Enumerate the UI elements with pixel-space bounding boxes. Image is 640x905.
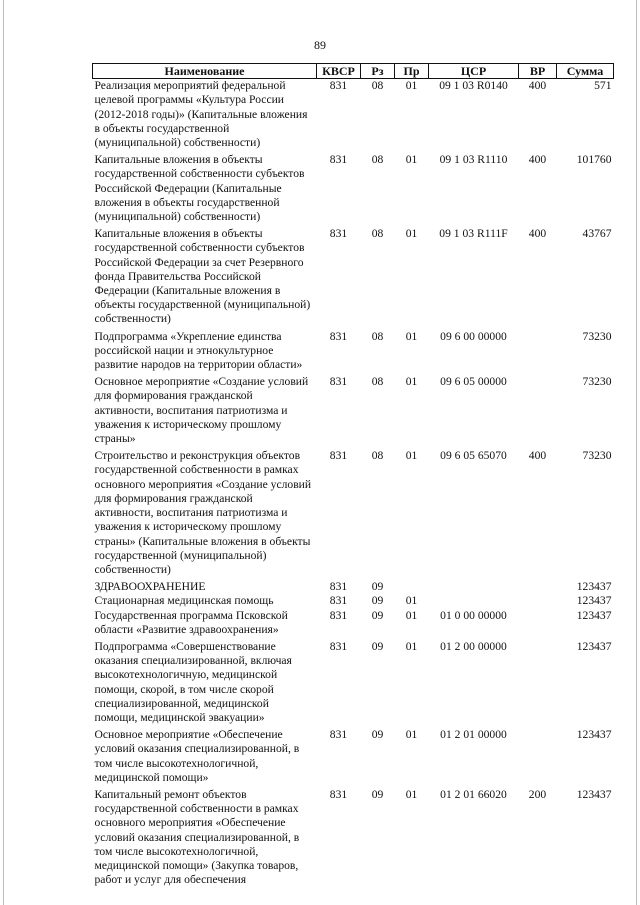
cell-pr: 01 [405, 227, 418, 241]
table-header [93, 64, 614, 79]
cell-csr [429, 594, 519, 608]
cell-pr: 01 [405, 329, 418, 343]
cell-rz: 08 [371, 449, 384, 463]
header-vr: ВР [519, 64, 557, 79]
cell-rz: 09 [371, 639, 384, 653]
cell-sum: 123437 [576, 728, 612, 742]
cell-sum: 73230 [582, 375, 612, 389]
cell-name: Основное мероприятие «Обеспечение условий оказания специализированной, в том числе высокотехнологичной, медицинской помощи» [94, 728, 300, 784]
cell-pr: 01 [405, 375, 418, 389]
cell-vr [519, 609, 557, 640]
cell-name: Основное мероприятие «Создание условий для формирования гражданской активности, воспитания патриотизма и уважения к историческому прошлому страны» [94, 375, 309, 446]
cell-pr: 01 [405, 449, 418, 463]
cell-vr [519, 330, 557, 376]
cell-csr: 01 2 01 00000 [440, 728, 507, 742]
cell-rz: 08 [371, 227, 384, 241]
cell-vr: 400 [528, 153, 547, 167]
cell-vr [519, 580, 557, 594]
header-sum: Сумма [557, 64, 614, 79]
cell-sum: 123437 [576, 594, 612, 608]
table-row [93, 375, 614, 449]
table-row [93, 227, 614, 329]
budget-table [92, 63, 614, 890]
cell-csr: 01 2 01 66020 [440, 787, 507, 801]
cell-kvsr: 831 [329, 329, 348, 343]
cell-kvsr: 831 [329, 594, 348, 608]
cell-vr: 400 [528, 449, 547, 463]
cell-rz: 09 [371, 580, 384, 594]
cell-vr [519, 594, 557, 608]
cell-csr: 01 0 00 00000 [440, 608, 507, 622]
cell-vr: 200 [528, 787, 547, 801]
cell-pr: 01 [405, 79, 418, 93]
table-row [93, 609, 614, 640]
cell-sum: 123437 [576, 639, 612, 653]
cell-kvsr: 831 [329, 79, 348, 93]
cell-sum: 73230 [582, 329, 612, 343]
cell-name: Капитальный ремонт объектов государственной собственности в рамках основного мероприятия «Обеспечение условий оказания специализированной, в том числе высокотехнологичной, медицинской помощи» (Закупка товаров, работ и услуг для обеспечения [94, 787, 300, 887]
cell-vr: 400 [528, 79, 547, 93]
cell-kvsr: 831 [329, 787, 348, 801]
header-csr: ЦСР [429, 64, 519, 79]
cell-vr [519, 375, 557, 449]
cell-name: Реализация мероприятий федеральной целевой программы «Культура России (2012-2018 годы)» (Капитальные вложения в объекты государственной (муниципальной) собственности) [94, 79, 308, 150]
cell-name: Подпрограмма «Совершенствование оказания специализированной, включая высокотехнологичную, медицинской помощи, скорой, в том числе скорой специализированной, медицинской помощи, медицинской эвакуации» [94, 639, 292, 724]
cell-name: Капитальные вложения в объекты государственной собственности субъектов Российской Федерации за счет Резервного фонда Правительства Российской Федерации (Капитальные вложения в объекты государственной (муниципальной) собственности) [94, 227, 311, 326]
cell-pr: 01 [405, 153, 418, 167]
table-row [93, 449, 614, 580]
cell-sum: 101760 [576, 153, 612, 167]
cell-name: ЗДРАВООХРАНЕНИЕ [94, 580, 206, 594]
cell-pr: 01 [405, 639, 418, 653]
cell-rz: 08 [371, 329, 384, 343]
cell-kvsr: 831 [329, 375, 348, 389]
cell-csr: 09 6 05 65070 [440, 449, 507, 463]
cell-sum: 571 [594, 79, 612, 93]
cell-csr: 09 1 03 R111F [439, 227, 508, 241]
cell-csr: 09 1 03 R1110 [439, 153, 508, 167]
cell-pr: 01 [405, 728, 418, 742]
cell-rz: 09 [371, 728, 384, 742]
cell-rz: 08 [371, 79, 384, 93]
scan-edge-right [636, 0, 637, 905]
header-kvsr: КВСР [317, 64, 361, 79]
cell-rz: 09 [371, 787, 384, 801]
cell-pr: 01 [405, 594, 418, 608]
cell-sum: 123437 [576, 580, 612, 594]
cell-name: Государственная программа Псковской области «Развитие здравоохранения» [94, 608, 288, 636]
cell-csr [429, 580, 519, 594]
cell-csr: 09 6 00 00000 [440, 329, 507, 343]
table-row [93, 594, 614, 608]
cell-name: Подпрограмма «Укрепление единства российской нации и этнокультурное развитие народов на территории области» [94, 329, 303, 372]
table-row [93, 728, 614, 788]
cell-kvsr: 831 [329, 580, 348, 594]
cell-rz: 09 [371, 608, 384, 622]
cell-vr [519, 640, 557, 728]
cell-name: Строительство и реконструкция объектов государственной собственности в рамках основного мероприятия «Создание условий для формирования гражданской активности, воспитания патриотизма и уважения к историческому прошлому страны» (Капитальные вложения в объекты государственной (муниципальной) собственности) [94, 449, 312, 576]
table-row [93, 330, 614, 376]
cell-sum: 123437 [576, 608, 612, 622]
cell-rz: 09 [371, 594, 384, 608]
scan-edge-left [3, 0, 4, 905]
cell-pr: 01 [405, 787, 418, 801]
table-row [93, 580, 614, 594]
header-rz: Рз [361, 64, 395, 79]
cell-kvsr: 831 [329, 153, 348, 167]
cell-sum: 73230 [582, 449, 612, 463]
header-name: Наименование [93, 64, 317, 79]
cell-name: Капитальные вложения в объекты государственной собственности субъектов Российской Федерации (Капитальные вложения в объекты государственной (муниципальной) собственности) [94, 153, 305, 224]
page-number: 89 [314, 38, 326, 52]
cell-pr [395, 580, 429, 594]
cell-name: Стационарная медицинская помощь [94, 594, 274, 608]
table-row [93, 640, 614, 728]
cell-csr: 09 6 05 00000 [440, 375, 507, 389]
cell-pr: 01 [405, 608, 418, 622]
cell-vr: 400 [528, 227, 547, 241]
table-row [93, 788, 614, 890]
cell-vr [519, 728, 557, 788]
cell-kvsr: 831 [329, 639, 348, 653]
cell-kvsr: 831 [329, 608, 348, 622]
cell-rz: 08 [371, 153, 384, 167]
table-row [93, 79, 614, 154]
header-pr: Пр [395, 64, 429, 79]
table-row [93, 153, 614, 227]
cell-csr: 09 1 03 R0140 [439, 79, 508, 93]
cell-csr: 01 2 00 00000 [440, 639, 507, 653]
cell-sum: 43767 [582, 227, 612, 241]
cell-kvsr: 831 [329, 728, 348, 742]
cell-sum: 123437 [576, 787, 612, 801]
cell-kvsr: 831 [329, 227, 348, 241]
cell-rz: 08 [371, 375, 384, 389]
cell-kvsr: 831 [329, 449, 348, 463]
